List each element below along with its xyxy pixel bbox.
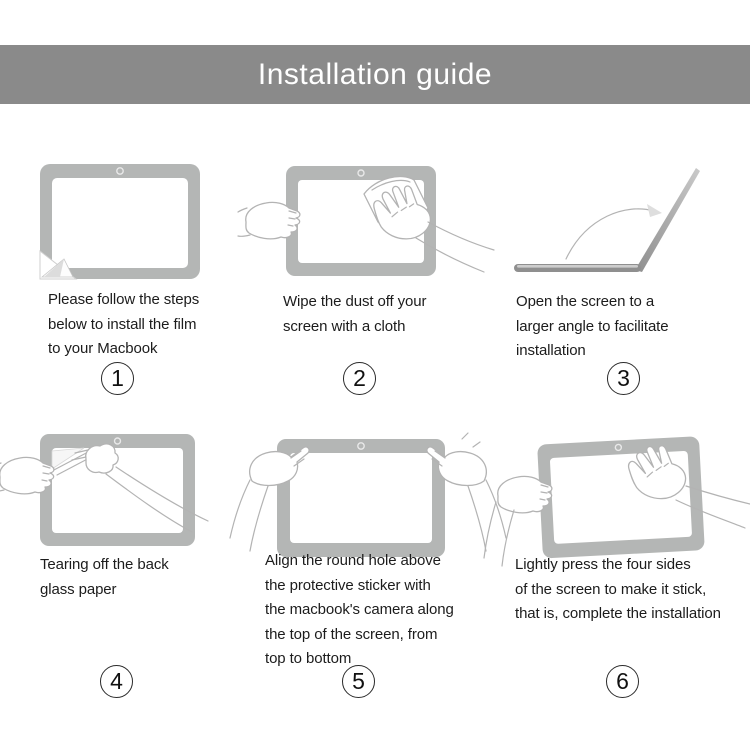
tablet-screen	[52, 178, 188, 268]
tear-backing-icon	[0, 425, 246, 565]
caption-line: to your Macbook	[48, 340, 158, 357]
step2-caption	[283, 290, 426, 339]
tablet-screen	[290, 453, 432, 543]
caption-line: glass paper	[40, 580, 117, 598]
caption-line: Please follow the steps	[48, 291, 200, 308]
camera-dot	[358, 443, 364, 449]
camera-dot	[615, 444, 621, 450]
laptop-base-highlight	[517, 265, 638, 268]
page-title: Installation guide	[257, 57, 493, 91]
camera-dot	[358, 170, 364, 176]
caption-line: top to bottom	[265, 650, 352, 667]
caption-line: larger angle to facilitate	[516, 317, 669, 335]
caption-line: the top of the screen, from	[265, 625, 438, 643]
caption-line: installation	[516, 342, 586, 359]
step1-caption	[48, 288, 199, 362]
step3-number-badge: 3	[607, 362, 640, 395]
step3-caption	[516, 290, 669, 364]
step5-caption	[265, 549, 454, 672]
caption-line: of the screen to make it stick,	[515, 580, 707, 598]
caption-line: Open the screen to a	[516, 293, 655, 310]
caption-line: Tearing off the back	[40, 556, 169, 573]
open-laptop-icon	[500, 155, 750, 285]
caption-line: screen with a cloth	[283, 317, 406, 335]
caption-line: Align the round hole above	[265, 552, 441, 569]
step4-number-badge: 4	[100, 665, 133, 698]
step5-number-badge: 5	[342, 665, 375, 698]
camera-dot	[117, 168, 123, 174]
caption-line: the macbook's camera along	[265, 601, 454, 618]
caption-line: below to install the film	[48, 315, 197, 333]
step2-number-badge: 2	[343, 362, 376, 395]
step6-number-badge: 6	[606, 665, 639, 698]
laptop-lid	[635, 168, 700, 272]
banner	[0, 45, 750, 104]
press-sides-icon	[478, 428, 750, 566]
step4-caption	[40, 553, 169, 602]
align-camera-icon	[230, 425, 496, 567]
wipe-cloth-icon	[238, 150, 494, 298]
film-corner-peel-icon	[20, 155, 220, 290]
camera-dot	[115, 438, 121, 444]
caption-line: the protective sticker with	[265, 576, 431, 594]
step6-caption	[515, 553, 721, 627]
tablet	[537, 436, 705, 558]
caption-line: Lightly press the four sides	[515, 556, 691, 573]
step1-number-badge: 1	[101, 362, 134, 395]
caption-line: Wipe the dust off your	[283, 293, 427, 310]
caption-line: that is, complete the installation	[515, 605, 721, 622]
